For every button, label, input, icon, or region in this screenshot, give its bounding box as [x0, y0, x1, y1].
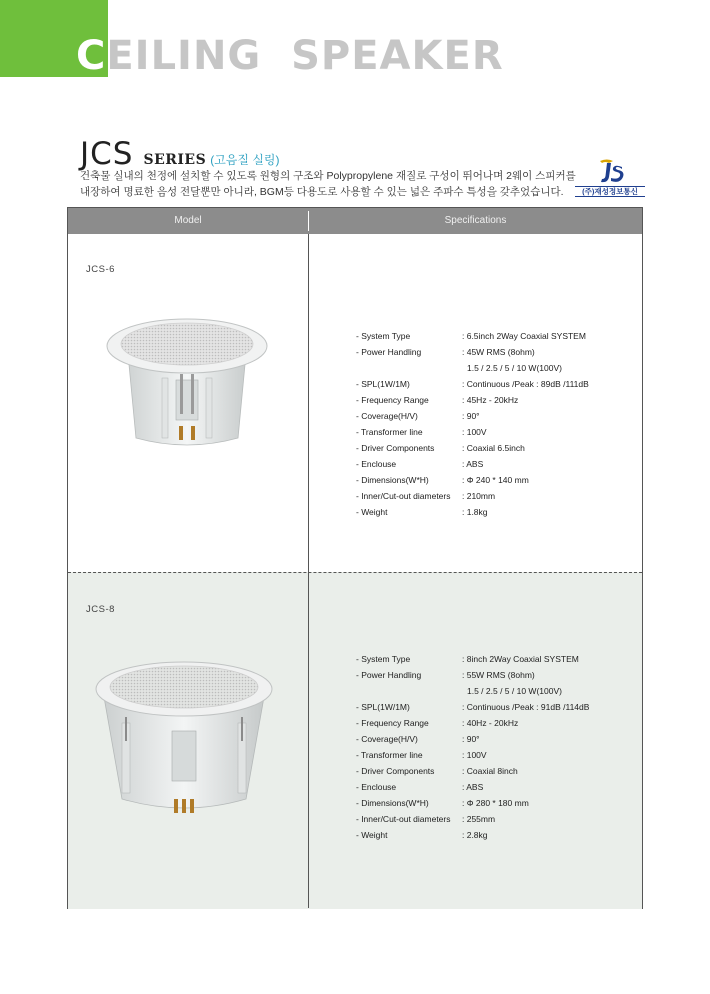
column-header-model: Model [174, 215, 202, 226]
column-divider [308, 234, 309, 908]
spec-label: - Transformer line [356, 427, 423, 437]
spec-value: : 40Hz - 20kHz [462, 718, 519, 728]
ceiling-speaker-image [94, 661, 274, 821]
spec-label: - Coverage(H/V) [356, 734, 418, 744]
spec-value: : 255mm [462, 814, 496, 824]
spec-label: - Driver Components [356, 766, 435, 776]
series-code: JCS [80, 136, 134, 172]
spec-value: : 90° [462, 411, 480, 421]
spec-value: : 55W RMS (8ohm) [462, 670, 535, 680]
spec-value: : 2.8kg [462, 830, 488, 840]
spec-label: - Enclouse [356, 459, 397, 469]
model-name: JCS-8 [86, 604, 115, 615]
spec-value: : Φ 240 * 140 mm [462, 475, 529, 485]
spec-value: : ABS [462, 459, 484, 469]
company-logo [575, 157, 645, 201]
spec-label: - Dimensions(W*H) [356, 475, 429, 485]
company-name: (주)재성정보통신 [575, 186, 645, 197]
spec-label: - Inner/Cut-out diameters [356, 491, 451, 501]
spec-value: : 100V [462, 427, 487, 437]
spec-label: - Power Handling [356, 670, 422, 680]
spec-label: - Weight [356, 830, 388, 840]
spec-label: - Power Handling [356, 347, 422, 357]
spec-value: : 45W RMS (8ohm) [462, 347, 535, 357]
spec-table [67, 207, 643, 909]
title-first-letter: C [76, 33, 107, 79]
product-row [68, 234, 642, 572]
page-title [76, 32, 504, 80]
spec-label: - Driver Components [356, 443, 435, 453]
series-word: SERIES [143, 152, 207, 168]
spec-value: : 100V [462, 750, 487, 760]
spec-label: - System Type [356, 654, 411, 664]
spec-value: : 210mm [462, 491, 496, 501]
spec-label: - Dimensions(W*H) [356, 798, 429, 808]
description-line: 건축물 실내의 천정에 설치할 수 있도록 원형의 구조와 Polypropylene 재질로 구성이 뛰어나며 2웨이 스피커를 [80, 170, 576, 182]
title-rest: EILING SPEAKER [106, 33, 504, 79]
series-heading [80, 136, 280, 172]
spec-value: : 45Hz - 20kHz [462, 395, 519, 405]
description-line: 내장하여 명료한 음성 전달뿐만 아니라, BGM등 다용도로 사용할 수 있는 넓은 주파수 특성을 갖추었습니다. [80, 186, 564, 198]
spec-value: : ABS [462, 782, 484, 792]
spec-label: - SPL(1W/1M) [356, 379, 410, 389]
spec-label: - Transformer line [356, 750, 423, 760]
spec-value: : Coaxial 8inch [462, 766, 518, 776]
js-logo-icon [593, 157, 627, 185]
spec-value: : Continuous /Peak : 91dB /114dB [462, 702, 590, 712]
spec-value: : Φ 280 * 180 mm [462, 798, 529, 808]
series-subtitle: (고음질 실링) [210, 153, 280, 167]
spec-label: - System Type [356, 331, 411, 341]
spec-label: - Frequency Range [356, 395, 429, 405]
spec-label: - Inner/Cut-out diameters [356, 814, 451, 824]
spec-value: : Continuous /Peak : 89dB /111dB [462, 379, 589, 389]
spec-label: - Weight [356, 507, 388, 517]
model-name: JCS-6 [86, 264, 115, 275]
spec-label: - SPL(1W/1M) [356, 702, 410, 712]
spec-value: 1.5 / 2.5 / 5 / 10 W(100V) [467, 363, 562, 373]
spec-value: : Coaxial 6.5inch [462, 443, 525, 453]
spec-value: : 6.5inch 2Way Coaxial SYSTEM [462, 331, 586, 341]
spec-label: - Frequency Range [356, 718, 429, 728]
series-description [80, 168, 580, 200]
spec-value: : 1.8kg [462, 507, 488, 517]
spec-label: - Enclouse [356, 782, 397, 792]
product-row [68, 572, 642, 909]
spec-value: : 90° [462, 734, 480, 744]
spec-value: : 8inch 2Way Coaxial SYSTEM [462, 654, 579, 664]
column-header-specifications: Specifications [444, 215, 507, 226]
spec-value: 1.5 / 2.5 / 5 / 10 W(100V) [467, 686, 562, 696]
table-header [68, 208, 642, 234]
spec-label: - Coverage(H/V) [356, 411, 418, 421]
ceiling-speaker-image [106, 318, 268, 456]
